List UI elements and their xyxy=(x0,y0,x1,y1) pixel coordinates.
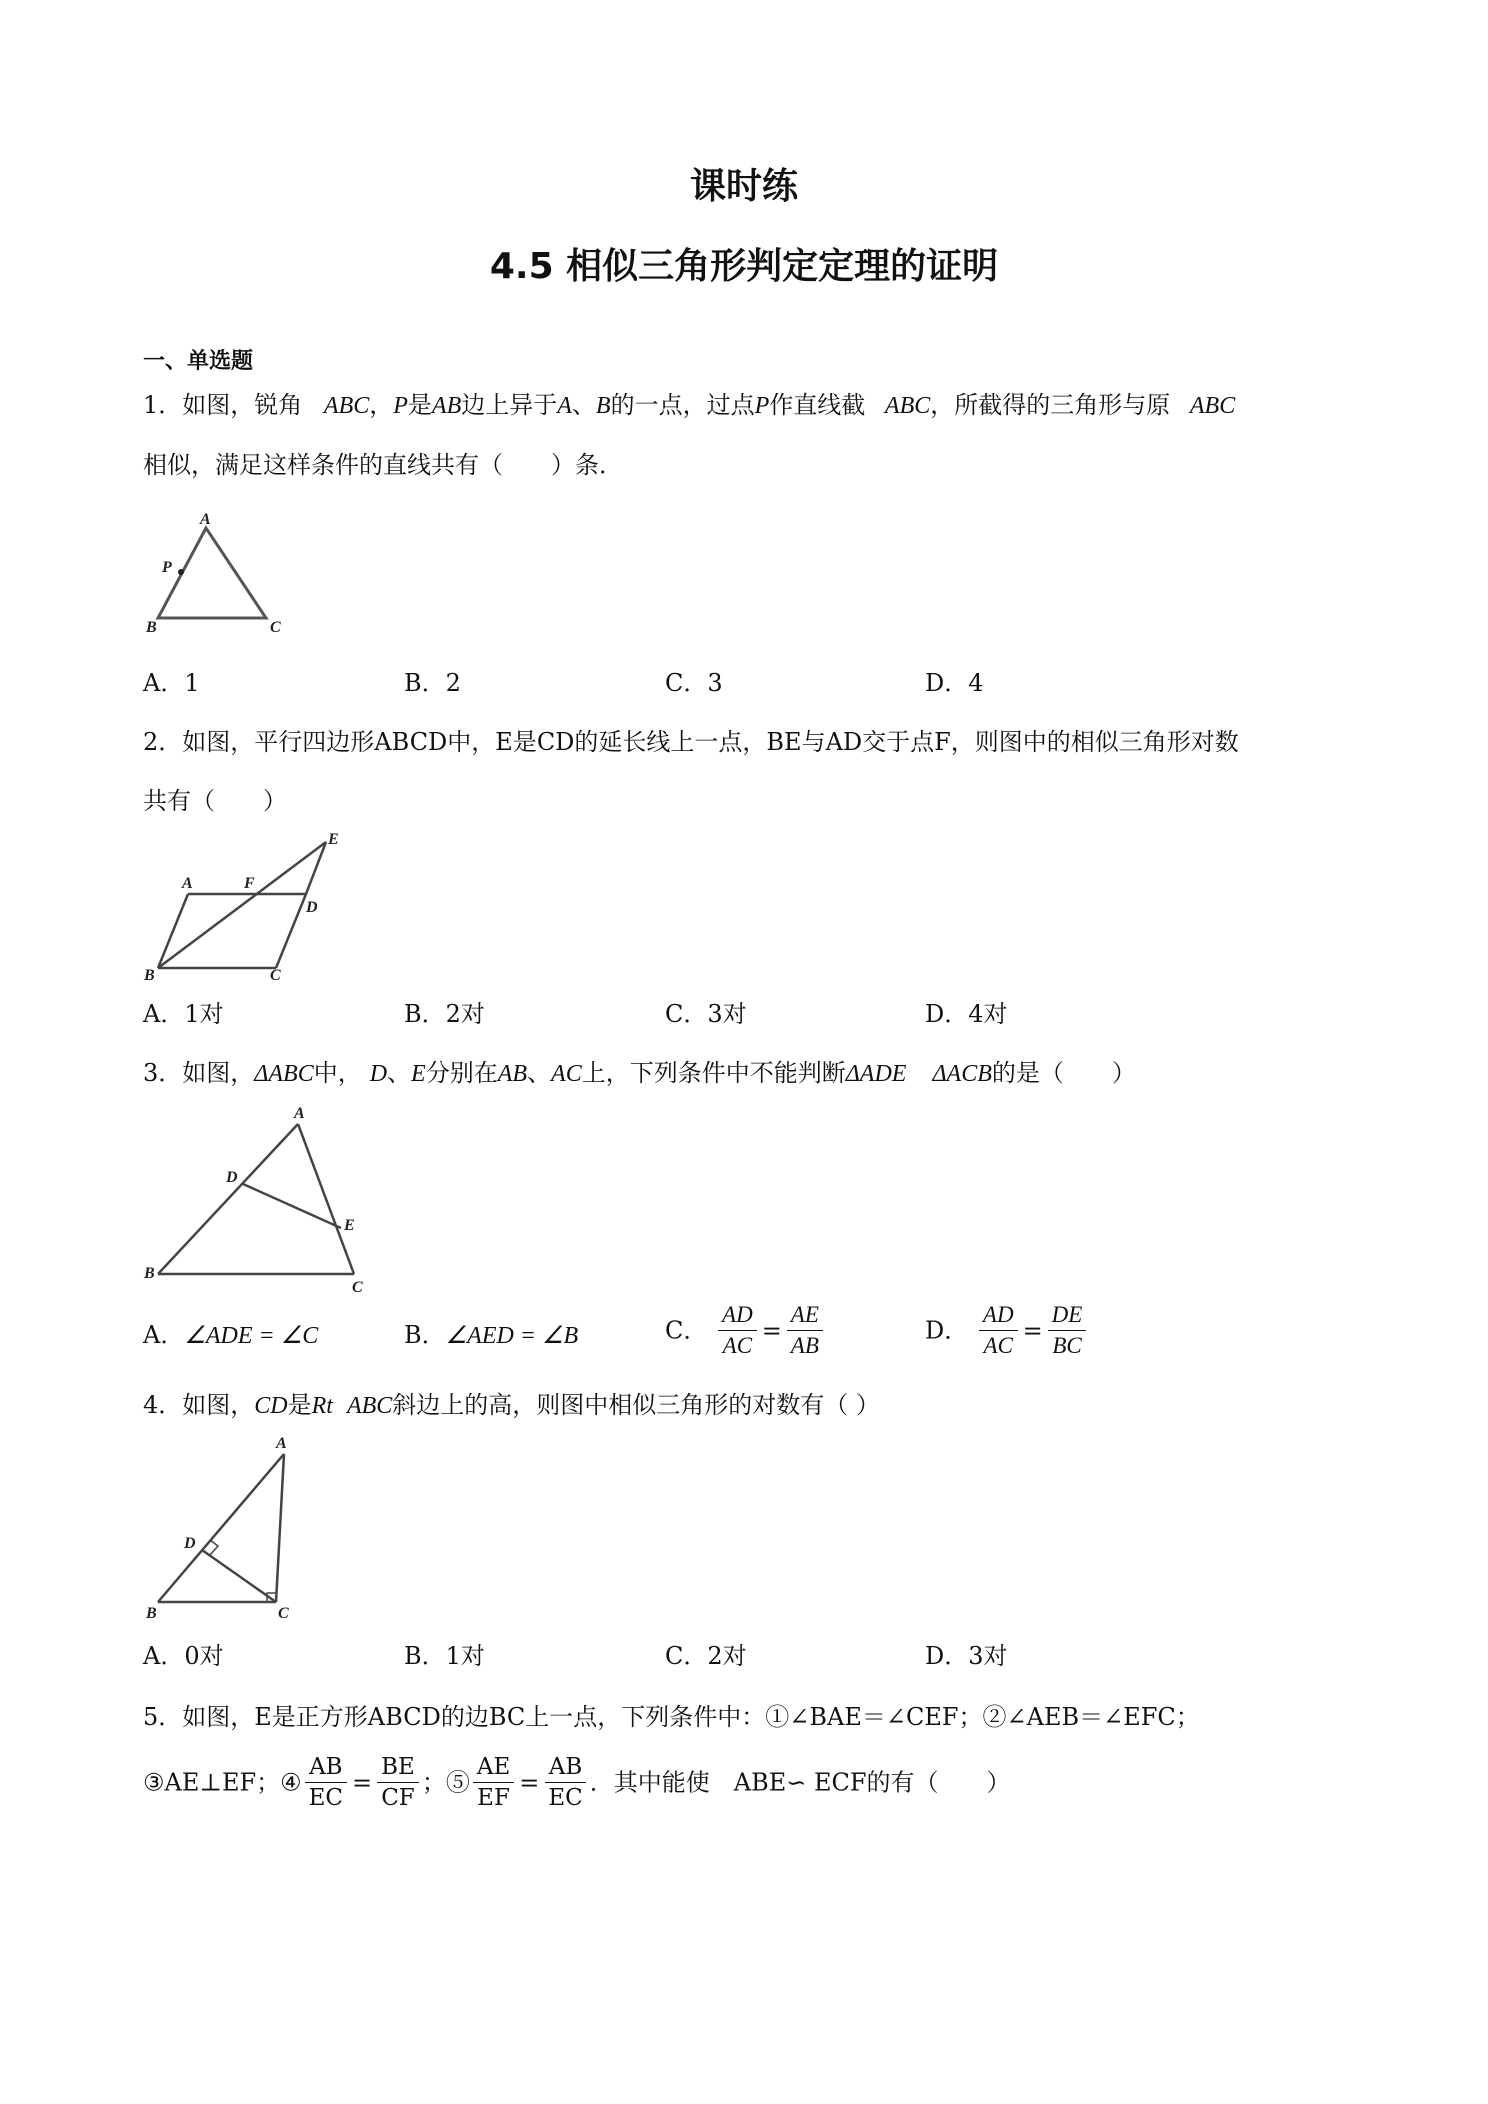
q2-option-b[interactable]: B．2对 xyxy=(404,1000,485,1028)
q4-number: 4． xyxy=(143,1391,183,1419)
q1-label-p: P xyxy=(162,559,172,576)
q3c-fraction-1: $\frac{AD}{AC}$ xyxy=(718,1300,757,1361)
q4-label-b: B xyxy=(146,1605,157,1622)
q4-label-a: A xyxy=(276,1435,287,1452)
q3-label-d: D xyxy=(226,1169,238,1186)
q2-option-d[interactable]: D．4对 xyxy=(925,1000,1008,1028)
q1-number: 1． xyxy=(143,391,183,419)
q2-option-c[interactable]: C．3对 xyxy=(665,1000,747,1028)
q3d-fraction-1: $\frac{AD}{AC}$ xyxy=(979,1300,1018,1361)
q1-option-a[interactable]: A．1 xyxy=(143,669,200,697)
q4-option-c[interactable]: C．2对 xyxy=(665,1642,747,1670)
q5-fraction-ab-ec-2: $\frac{AB}{EC}$ xyxy=(544,1752,586,1813)
q2-label-d: D xyxy=(306,899,318,916)
q3-number: 3． xyxy=(143,1059,183,1087)
q5-fraction-ae-ef: $\frac{AE}{EF}$ xyxy=(473,1752,514,1813)
q3-label-b: B xyxy=(144,1265,155,1282)
q5-fraction-ab-ec: $\frac{AB}{EC}$ xyxy=(305,1752,347,1813)
question-2-line-1: 2．如图，平行四边形ABCD中，E是CD的延长线上一点，BE与AD交于点F，则图中的相似三角形对数 xyxy=(143,728,1239,756)
q3-option-d[interactable]: D． $\frac{AD}{AC}$ = $\frac{DE}{BC}$ xyxy=(925,1300,1089,1361)
question-4-line-1: 4．如图，CD是Rt ABC斜边上的高，则图中相似三角形的对数有（ ） xyxy=(143,1391,880,1419)
question-5-line-2: ③AE⊥EF；④ $\frac{AB}{EC}$ = $\frac{BE}{CF}$ ；⑤ $\frac{AE}{EF}$ = $\frac{AB}{EC}$ ．其中能使 ABE∽ ECF的有（ ） xyxy=(143,1754,1011,1811)
question-4-figure xyxy=(138,1432,318,1622)
q4-option-d[interactable]: D．3对 xyxy=(925,1642,1008,1670)
q2-number: 2． xyxy=(143,728,183,756)
question-3-figure xyxy=(138,1098,378,1298)
q3-option-b[interactable]: B．∠AED = ∠B xyxy=(404,1321,579,1349)
q2-label-b: B xyxy=(144,967,155,984)
question-2-figure xyxy=(138,826,358,986)
q5-fraction-be-cf: $\frac{BE}{CF}$ xyxy=(377,1752,419,1813)
q5-number: 5． xyxy=(143,1703,183,1731)
q1-option-d[interactable]: D．4 xyxy=(925,669,984,697)
question-1-line-2: 相似，满足这样条件的直线共有（ ）条． xyxy=(143,451,623,479)
question-3-line-1: 3．如图，ΔABC中， D、E分别在AB、AC上，下列条件中不能判断ΔADE ΔACB的是（ ） xyxy=(143,1059,1136,1087)
q2-label-c: C xyxy=(270,967,281,984)
question-1-line-1: 1．如图，锐角 ABC，P是AB边上异于A、B的一点，过点P作直线截 ABC，所截得的三角形与原 ABC xyxy=(143,391,1236,419)
q1-label-b: B xyxy=(146,619,157,636)
q4-option-a[interactable]: A．0对 xyxy=(143,1642,224,1670)
q1-label-c: C xyxy=(270,619,281,636)
question-1-figure xyxy=(140,508,300,638)
q2-label-f: F xyxy=(244,875,255,892)
q3d-fraction-2: $\frac{DE}{BC}$ xyxy=(1048,1300,1087,1361)
page-title: 课时练 xyxy=(689,166,798,207)
q3-option-c[interactable]: C． $\frac{AD}{AC}$ = $\frac{AE}{AB}$ xyxy=(665,1300,826,1361)
q2-option-a[interactable]: A．1对 xyxy=(143,1000,224,1028)
q3-label-c: C xyxy=(352,1279,363,1296)
q1-label-a: A xyxy=(200,511,211,528)
q2-label-e: E xyxy=(328,831,339,848)
q1-option-b[interactable]: B．2 xyxy=(404,669,461,697)
q3-label-a: A xyxy=(294,1105,305,1122)
page-subtitle: 4.5 相似三角形判定定理的证明 xyxy=(489,246,999,287)
question-5-line-1: 5．如图，E是正方形ABCD的边BC上一点，下列条件中：①∠BAE＝∠CEF；②∠AEB＝∠EFC； xyxy=(143,1703,1200,1731)
section-heading: 一、单选题 xyxy=(143,349,254,374)
q1-option-c[interactable]: C．3 xyxy=(665,669,723,697)
q3-option-a[interactable]: A．∠ADE = ∠C xyxy=(143,1321,319,1349)
q4-option-b[interactable]: B．1对 xyxy=(404,1642,485,1670)
q2-label-a: A xyxy=(182,875,193,892)
q3c-fraction-2: $\frac{AE}{AB}$ xyxy=(787,1300,823,1361)
q3-label-e: E xyxy=(344,1217,355,1234)
q4-label-d: D xyxy=(184,1535,196,1552)
question-2-line-2: 共有（ ） xyxy=(143,787,287,815)
q4-label-c: C xyxy=(278,1605,289,1622)
